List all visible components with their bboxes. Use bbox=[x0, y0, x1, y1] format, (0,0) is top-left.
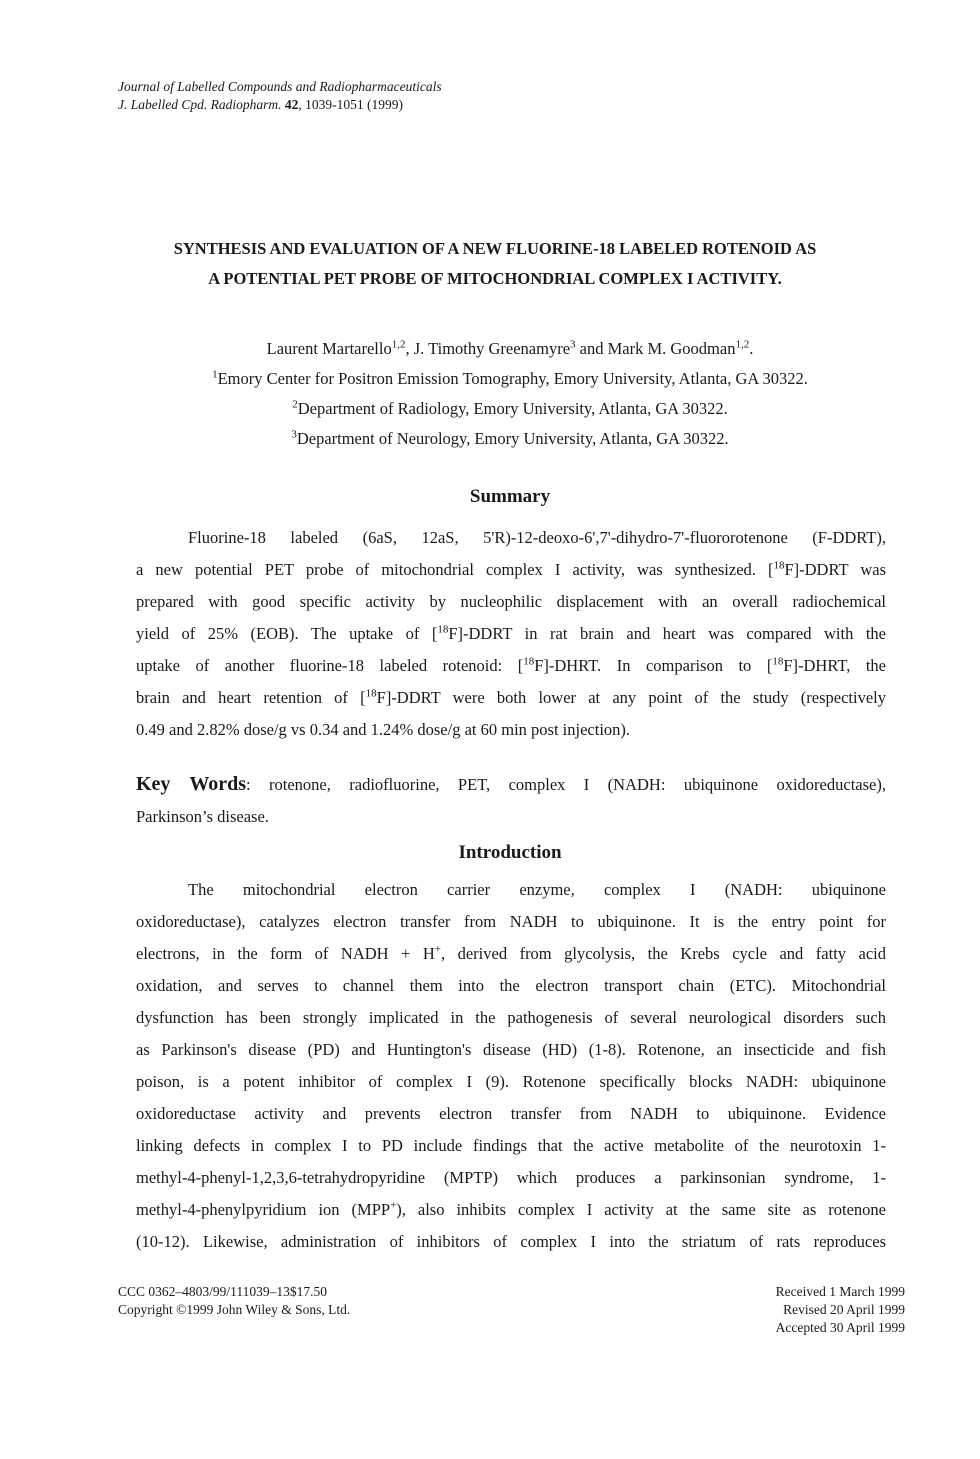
intro-line: linking defects in complex I to PD include findings that the active metabolite of the neurotoxin 1- bbox=[136, 1136, 886, 1155]
affiliation-3: $^3$Department of Neurology, Emory University, Atlanta, GA 30322. bbox=[291, 428, 729, 448]
summary-line: 0.49 and 2.82% dose/g vs 0.34 and 1.24% dose/g at 60 min post injection). bbox=[136, 720, 631, 739]
intro-line: poison, is a potent inhibitor of complex I (9). Rotenone specifically blocks NADH: ubiquinone bbox=[136, 1072, 886, 1091]
intro-line: electrons, in the form of NADH + H+, derived from glycolysis, the Krebs cycle and fatty acid bbox=[136, 943, 886, 963]
journal-citation bbox=[118, 96, 442, 114]
received-date: Received 1 March 1999 bbox=[775, 1284, 905, 1299]
paper-title bbox=[100, 234, 890, 294]
keywords-line: Key Words: rotenone, radiofluorine, PET, complex I (NADH: ubiquinone oxidoreductase), bbox=[136, 773, 886, 795]
title-line-2: A POTENTIAL PET PROBE OF MITOCHONDRIAL COMPLEX I ACTIVITY. bbox=[208, 269, 782, 288]
keywords-paragraph bbox=[136, 768, 886, 833]
intro-line: methyl-4-phenyl-1,2,3,6-tetrahydropyridine (MPTP) which produces a parkinsonian syndrome, 1- bbox=[136, 1168, 886, 1187]
summary-line: prepared with good specific activity by nucleophilic displacement with an overall radiochemical bbox=[136, 592, 886, 611]
intro-line: methyl-4-phenylpyridium ion (MPP+), also inhibits complex I activity at the same site as rotenone bbox=[136, 1199, 887, 1219]
intro-line: oxidoreductase activity and prevents electron transfer from NADH to ubiquinone. Evidence bbox=[136, 1104, 886, 1123]
summary-line: Fluorine-18 labeled (6aS, 12aS, 5'R)-12-deoxo-6',7'-dihydro-7'-fluororotenone (F-DDRT), bbox=[188, 528, 886, 547]
intro-line: (10-12). Likewise, administration of inhibitors of complex I into the striatum of rats reproduces bbox=[136, 1232, 886, 1251]
footer-left bbox=[118, 1283, 350, 1319]
title-line-1: SYNTHESIS AND EVALUATION OF A NEW FLUORINE-18 LABELED ROTENOID AS bbox=[173, 239, 817, 258]
citation-abbrev: J. Labelled Cpd. Radiopharm. bbox=[118, 97, 282, 112]
affiliation-1: $^1$Emory Center for Positron Emission Tomography, Emory University, Atlanta, GA 30322. bbox=[212, 368, 808, 388]
copyright: Copyright ©1999 John Wiley & Sons, Ltd. bbox=[118, 1302, 351, 1317]
authors-block bbox=[100, 334, 920, 454]
revised-date: Revised 20 April 1999 bbox=[783, 1302, 905, 1317]
summary-line: yield of 25% (EOB). The uptake of [$^{18}$F]-DDRT in rat brain and heart was compared with the bbox=[136, 623, 886, 643]
citation-volume: 42 bbox=[284, 97, 299, 112]
summary-line: uptake of another fluorine-18 labeled rotenoid: [$^{18}$F]-DHRT. In comparison to [$^{18}$F]-DHRT, the bbox=[136, 655, 886, 675]
summary-line: brain and heart retention of [$^{18}$F]-DDRT were both lower at any point of the study (respectively bbox=[136, 687, 886, 707]
intro-line: oxidation, and serves to channel them into the electron transport chain (ETC). Mitochondrial bbox=[136, 976, 886, 995]
summary-heading: Summary bbox=[469, 486, 551, 507]
introduction-paragraph bbox=[136, 874, 886, 1258]
affiliation-2: $^2$Department of Radiology, Emory University, Atlanta, GA 30322. bbox=[292, 398, 728, 418]
keywords-label: Key Words bbox=[136, 773, 247, 795]
citation-pages: , 1039-1051 (1999) bbox=[298, 97, 403, 112]
author-line: Laurent Martarello$^{1,2}$, J. Timothy Greenamyre$^3$ and Mark M. Goodman$^{1,2}$. bbox=[266, 338, 754, 358]
introduction-heading: Introduction bbox=[458, 842, 562, 863]
journal-header bbox=[118, 78, 442, 114]
accepted-date: Accepted 30 April 1999 bbox=[775, 1320, 905, 1335]
intro-line: dysfunction has been strongly implicated in the pathogenesis of several neurological disorders such bbox=[136, 1008, 886, 1027]
intro-line: oxidoreductase), catalyzes electron transfer from NADH to ubiquinone. It is the entry point for bbox=[136, 912, 886, 931]
intro-line: The mitochondrial electron carrier enzyme, complex I (NADH: ubiquinone bbox=[188, 880, 886, 899]
summary-paragraph bbox=[136, 522, 886, 746]
summary-line: a new potential PET probe of mitochondrial complex I activity, was synthesized. [$^{18}$F]-DDRT was bbox=[136, 559, 886, 579]
ccc-code: CCC 0362–4803/99/111039–13$17.50 bbox=[118, 1284, 328, 1299]
journal-name: Journal of Labelled Compounds and Radiopharmaceuticals bbox=[118, 79, 442, 94]
footer-right bbox=[776, 1283, 905, 1337]
intro-line: as Parkinson's disease (PD) and Huntington's disease (HD) (1-8). Rotenone, an insecticide and fish bbox=[136, 1040, 886, 1059]
keywords-line: Parkinson’s disease. bbox=[136, 807, 269, 826]
